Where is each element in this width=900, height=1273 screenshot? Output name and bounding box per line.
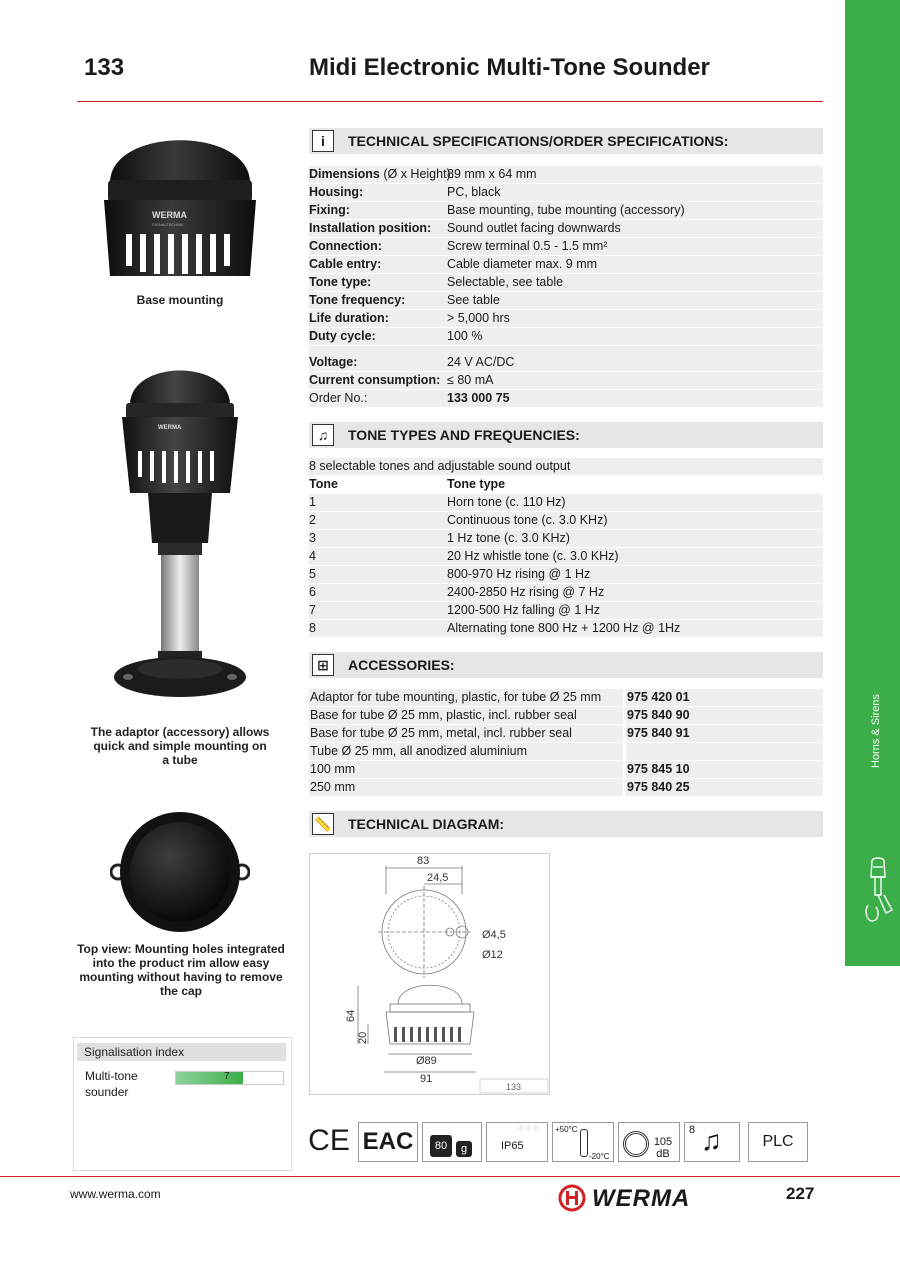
tech-specs-table <box>309 166 823 361</box>
spec-row <box>309 166 823 184</box>
spec-value: Base mounting, tube mounting (accessory) <box>447 203 685 217</box>
spec-row <box>309 220 823 238</box>
weight-icon: 80 g <box>422 1122 482 1162</box>
spec-row <box>309 238 823 256</box>
spec-value: Screw terminal 0.5 - 1.5 mm² <box>447 239 608 253</box>
column-separator <box>623 689 626 706</box>
column-separator <box>623 743 626 760</box>
order-key: Order No.: <box>309 391 368 405</box>
spec-key-main: Cable entry: <box>309 257 382 271</box>
order-row <box>309 372 823 390</box>
spec-value: Sound outlet facing downwards <box>447 221 621 235</box>
spec-row <box>309 274 823 292</box>
dim-20: 20 <box>357 1031 369 1044</box>
column-separator <box>623 761 626 778</box>
section-accessories-header <box>309 652 823 678</box>
section-tones-header <box>309 422 823 448</box>
spec-value: 89 mm x 64 mm <box>447 167 537 181</box>
tones-intro <box>309 458 823 476</box>
spec-key <box>309 238 382 254</box>
tone-row <box>309 512 823 530</box>
dim-83: 83 <box>417 855 430 867</box>
page-title: Midi Electronic Multi-Tone Sounder <box>309 54 710 81</box>
spec-key <box>309 166 454 182</box>
svg-text:WERMA: WERMA <box>158 425 182 431</box>
signalisation-value: 7 <box>224 1071 230 1082</box>
tone-row <box>309 620 823 638</box>
header-divider <box>77 101 823 102</box>
page-code: 133 <box>84 54 125 81</box>
spec-value: Cable diameter max. 9 mm <box>447 257 598 271</box>
order-row <box>309 390 823 408</box>
svg-text:WERMA: WERMA <box>152 210 187 220</box>
horn-icon <box>858 855 896 930</box>
accessory-order-code: 975 840 25 <box>627 780 690 794</box>
footer-divider <box>0 1176 900 1177</box>
product-image-base-mounting <box>88 128 273 288</box>
spec-key-main: Fixing: <box>309 203 350 217</box>
accessory-name: Tube Ø 25 mm, all anodized aluminium <box>310 744 527 758</box>
column-separator <box>623 779 626 796</box>
col-type-header: Tone type <box>447 477 506 491</box>
spec-key <box>309 220 431 236</box>
spec-key <box>309 274 371 290</box>
order-value: ≤ 80 mA <box>447 373 494 387</box>
accessory-name: 250 mm <box>310 780 356 794</box>
spec-key <box>309 184 363 200</box>
signalisation-bar-fill <box>176 1072 243 1084</box>
accessory-order-code: 975 420 01 <box>627 690 690 704</box>
spec-value: Selectable, see table <box>447 275 564 289</box>
column-separator <box>623 707 626 724</box>
accessory-name: 100 mm <box>310 762 356 776</box>
col-tone-header: Tone <box>309 477 338 491</box>
spec-row <box>309 310 823 328</box>
tone-type: Alternating tone 800 Hz + 1200 Hz @ 1Hz <box>447 621 681 635</box>
tone-type: Horn tone (c. 110 Hz) <box>447 495 566 509</box>
spec-key-main: Tone frequency: <box>309 293 406 307</box>
ip65-icon: IP65 ⁘⁘⁘ <box>486 1122 548 1162</box>
section-diagram-header <box>309 811 823 837</box>
tone-type: 2400-2850 Hz rising @ 7 Hz <box>447 585 605 599</box>
section-accessories-title: ACCESSORIES: <box>348 657 455 673</box>
technical-drawing <box>310 854 549 1094</box>
spec-key <box>309 328 376 344</box>
spec-key <box>309 292 405 308</box>
section-tech-specs-title: TECHNICAL SPECIFICATIONS/ORDER SPECIFICATIONS: <box>348 133 729 149</box>
werma-logo-icon <box>558 1184 588 1212</box>
tone-number: 2 <box>309 513 316 527</box>
spec-key-main: Duty cycle: <box>309 329 376 343</box>
tone-row <box>309 602 823 620</box>
tone-number: 8 <box>309 621 316 635</box>
tone-row <box>309 548 823 566</box>
section-diagram-title: TECHNICAL DIAGRAM: <box>348 816 505 832</box>
tone-number: 1 <box>309 495 316 509</box>
signalisation-label: Multi-tone sounder <box>85 1069 138 1099</box>
sound-level-icon: 105 dB <box>618 1122 680 1162</box>
dim-cable: Ø12 <box>482 949 503 961</box>
order-value: 24 V AC/DC <box>447 355 515 369</box>
accessory-row <box>309 725 823 743</box>
accessories-table <box>309 689 823 797</box>
category-tab-label: Horns & Sirens <box>870 694 882 768</box>
tone-row <box>309 584 823 602</box>
section-tech-specs-header <box>309 128 823 154</box>
ce-mark-icon: CE <box>308 1122 350 1160</box>
eac-mark-icon: EAC <box>358 1122 418 1162</box>
accessory-grid-icon: ⊞ <box>312 654 334 676</box>
spec-value: PC, black <box>447 185 501 199</box>
ruler-icon: 📏 <box>312 813 334 835</box>
dim-89: Ø89 <box>416 1055 437 1067</box>
spec-key-main: Installation position: <box>309 221 432 235</box>
accessory-order-code: 975 845 10 <box>627 762 690 776</box>
category-tab <box>845 0 900 966</box>
spec-key-main: Life duration: <box>309 311 389 325</box>
spec-row <box>309 202 823 220</box>
tones-table <box>309 458 823 638</box>
svg-text:SIGNALTECHNIK: SIGNALTECHNIK <box>152 222 184 227</box>
caption-base-mounting: Base mounting <box>136 293 224 307</box>
tone-number: 3 <box>309 531 316 545</box>
spec-value: 100 % <box>447 329 483 343</box>
section-tones-title: TONE TYPES AND FREQUENCIES: <box>348 427 580 443</box>
werma-logo-text: WERMA <box>592 1185 691 1212</box>
dim-hole: Ø4,5 <box>482 929 506 941</box>
accessory-order-code: 975 840 91 <box>627 726 690 740</box>
tone-row <box>309 494 823 512</box>
plc-icon: PLC <box>748 1122 808 1162</box>
spec-key-main: Connection: <box>309 239 382 253</box>
spec-key-main: Housing: <box>309 185 364 199</box>
signalisation-heading: Signalisation index <box>77 1043 286 1061</box>
accessory-row <box>309 761 823 779</box>
spec-row <box>309 292 823 310</box>
tone-number: 6 <box>309 585 316 599</box>
tones-header-row <box>309 476 823 494</box>
spec-key <box>309 256 381 272</box>
tone-row <box>309 530 823 548</box>
spec-row <box>309 256 823 274</box>
order-key: Current consumption: <box>309 373 441 387</box>
spec-key <box>309 202 350 218</box>
technical-diagram <box>309 853 550 1095</box>
dim-64: 64 <box>345 1009 357 1022</box>
spec-value: See table <box>447 293 500 307</box>
column-separator <box>623 725 626 742</box>
accessory-order-code: 975 840 90 <box>627 708 690 722</box>
caption-adaptor: The adaptor (accessory) allows quick and simple mounting on a tube <box>90 725 270 767</box>
tone-type: 1200-500 Hz falling @ 1 Hz <box>447 603 601 617</box>
temperature-range-icon: +50°C -20°C <box>552 1122 614 1162</box>
music-note-icon: ♫ <box>312 424 334 446</box>
accessory-row <box>309 779 823 797</box>
tone-number: 5 <box>309 567 316 581</box>
tone-type: 800-970 Hz rising @ 1 Hz <box>447 567 591 581</box>
order-value: 133 000 75 <box>447 391 510 405</box>
spec-key <box>309 310 389 326</box>
accessory-name: Base for tube Ø 25 mm, metal, incl. rubber seal <box>310 726 572 740</box>
caption-top-view: Top view: Mounting holes integrated into the product rim allow easy mounting without having to remove the cap <box>77 942 285 998</box>
tone-number: 7 <box>309 603 316 617</box>
accessory-row <box>309 743 823 761</box>
spec-key-main: Dimensions <box>309 167 380 181</box>
product-image-top-view <box>110 810 250 935</box>
accessory-name: Adaptor for tube mounting, plastic, for tube Ø 25 mm <box>310 690 602 704</box>
accessory-row <box>309 689 823 707</box>
spec-row <box>309 184 823 202</box>
diagram-ref: 133 <box>506 1082 522 1092</box>
spec-key-main: Tone type: <box>309 275 372 289</box>
page-number: 227 <box>786 1184 815 1203</box>
spec-value: > 5,000 hrs <box>447 311 510 325</box>
tone-type: Continuous tone (c. 3.0 KHz) <box>447 513 608 527</box>
tone-number: 4 <box>309 549 316 563</box>
tone-row <box>309 566 823 584</box>
spec-key-suffix: (Ø x Height): <box>379 167 455 181</box>
tones-count-icon: 8 ♫ <box>684 1122 740 1162</box>
dim-24-5: 24,5 <box>427 872 449 884</box>
spec-row <box>309 328 823 346</box>
dim-91: 91 <box>420 1073 433 1085</box>
accessory-row <box>309 707 823 725</box>
tones-intro-text: 8 selectable tones and adjustable sound output <box>309 459 571 473</box>
werma-logo <box>558 1184 756 1212</box>
order-row <box>309 354 823 372</box>
order-key: Voltage: <box>309 355 358 369</box>
product-image-tube-mounting <box>110 365 250 710</box>
footer-url[interactable]: www.werma.com <box>70 1187 161 1201</box>
tone-type: 20 Hz whistle tone (c. 3.0 KHz) <box>447 549 619 563</box>
accessory-name: Base for tube Ø 25 mm, plastic, incl. rubber seal <box>310 708 577 722</box>
tone-type: 1 Hz tone (c. 3.0 KHz) <box>447 531 570 545</box>
info-icon: i <box>312 130 334 152</box>
order-specs-table <box>309 354 823 408</box>
